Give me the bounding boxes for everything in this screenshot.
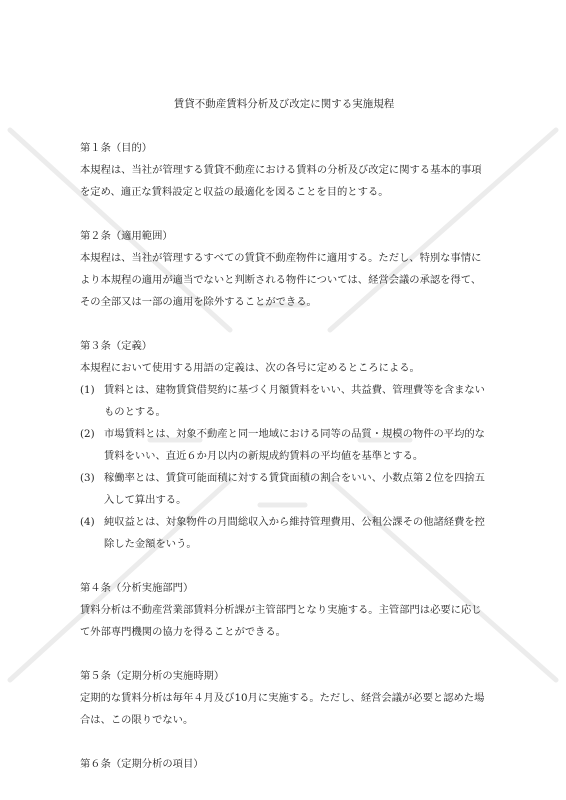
article-heading: 第６条（定期分析の項目） bbox=[80, 758, 204, 770]
article-paragraph: 賃料分析は不動産営業部賃料分析課が主管部門となり実施する。主管部門は必要に応じて外部専門機関の協力を得ることができる。 bbox=[80, 604, 482, 638]
item-number: (4) bbox=[80, 516, 95, 528]
article-paragraph: 本規程において使用する用語の定義は、次の各号に定めるところによる。 bbox=[80, 362, 420, 374]
article-heading: 第１条（目的） bbox=[80, 142, 153, 154]
article-6 bbox=[80, 753, 488, 775]
article-3 bbox=[80, 335, 488, 555]
article-heading: 第４条（分析実施部門） bbox=[80, 582, 194, 594]
item-number: (3) bbox=[80, 472, 95, 484]
article-4 bbox=[80, 577, 488, 643]
definition-item bbox=[80, 511, 488, 555]
item-text: 賃料とは、建物賃貸借契約に基づく月額賃料をいい、共益費、管理費等を含まないものとする。 bbox=[104, 384, 485, 418]
definition-item bbox=[80, 423, 488, 467]
document-body bbox=[80, 93, 488, 797]
article-1 bbox=[80, 137, 488, 203]
article-paragraph: 本規程は、当社が管理する賃貸不動産における賃料の分析及び改定に関する基本的事項を定め、適正な賃料設定と収益の最適化を図ることを目的とする。 bbox=[80, 164, 482, 198]
article-paragraph: 定期的な賃料分析は毎年４月及び10月に実施する。ただし、経営会議が必要と認めた場合は、この限りでない。 bbox=[80, 692, 485, 726]
document-title: 賃貸不動産賃料分析及び改定に関する実施規程 bbox=[173, 98, 395, 110]
item-number: (2) bbox=[80, 428, 95, 440]
article-heading: 第３条（定義） bbox=[80, 340, 153, 352]
article-2 bbox=[80, 225, 488, 313]
article-heading: 第２条（適用範囲） bbox=[80, 230, 173, 242]
definition-item bbox=[80, 379, 488, 423]
item-text: 市場賃料とは、対象不動産と同一地域における同等の品質・規模の物件の平均的な賃料をいい、直近６か月以内の新規成約賃料の平均値を基準とする。 bbox=[104, 428, 485, 462]
article-5 bbox=[80, 665, 488, 731]
item-text: 純収益とは、対象物件の月間総収入から維持管理費用、公租公課その他諸経費を控除した金額をいう。 bbox=[104, 516, 485, 550]
article-paragraph: 本規程は、当社が管理するすべての賃貸不動産物件に適用する。ただし、特別な事情により本規程の適用が適当でないと判断される物件については、経営会議の承認を得て、その全部又は一部の適用を除外することができる。 bbox=[80, 252, 482, 308]
definition-item bbox=[80, 467, 488, 511]
article-heading: 第５条（定期分析の実施時期） bbox=[80, 670, 225, 682]
item-text: 稼働率とは、賃貸可能面積に対する賃貸面積の割合をいい、小数点第２位を四捨五入して算出する。 bbox=[104, 472, 485, 506]
item-number: (1) bbox=[80, 384, 95, 396]
